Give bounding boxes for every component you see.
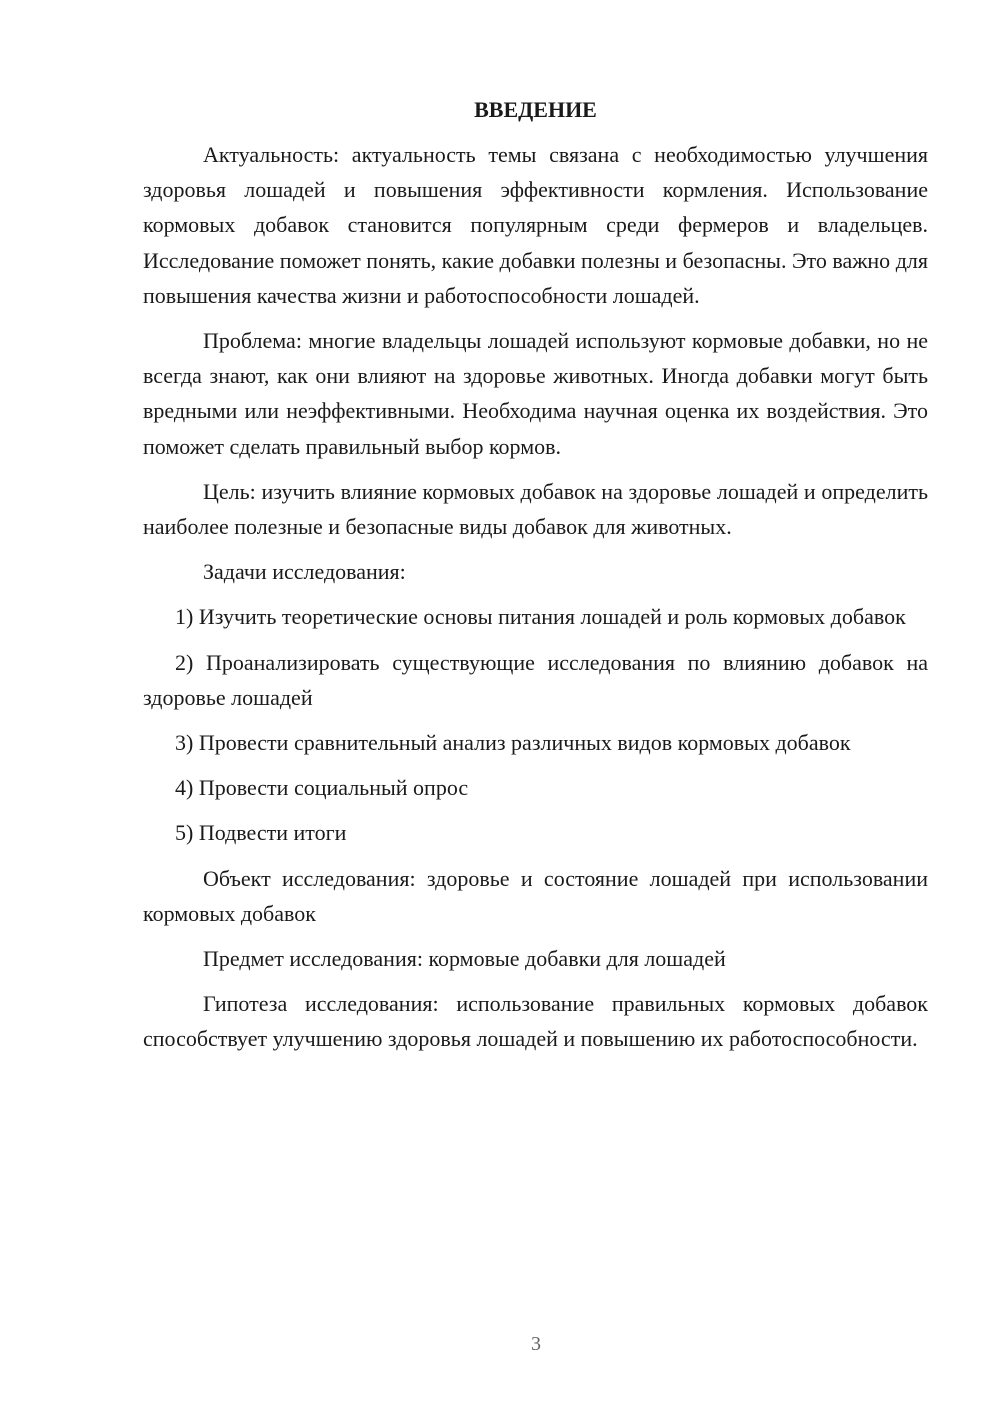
document-page <box>143 92 928 1067</box>
paragraph-relevance: Актуальность: актуальность темы связана с необходимостью улучшения здоровья лошадей и повышения эффективности кормления. Использование кормовых добавок становится популярным среди фермеров и владельцев. Исследование поможет понять, какие добавки полезны и безопасны. Это важно для повышения качества жизни и работоспособности лошадей. <box>143 142 928 308</box>
paragraph-goal: Цель: изучить влияние кормовых добавок на здоровье лошадей и определить наиболее полезные и безопасные виды добавок для животных. <box>143 478 928 540</box>
paragraph-subject: Предмет исследования: кормовые добавки для лошадей <box>203 946 726 972</box>
task-item-2: 2) Проанализировать существующие исследования по влиянию добавок на здоровье лошадей <box>143 649 928 710</box>
task-item-1: 1) Изучить теоретические основы питания лошадей и роль кормовых добавок <box>175 604 906 630</box>
page-number: 3 <box>531 1333 541 1355</box>
section-heading: ВВЕДЕНИЕ <box>474 97 597 122</box>
paragraph-problem: Проблема: многие владельцы лошадей используют кормовые добавки, но не всегда знают, как они влияют на здоровье животных. Иногда добавки могут быть вредными или неэффективными. Необходима научная оценка их воздействия. Это поможет сделать правильный выбор кормов. <box>143 328 928 459</box>
task-item-3: 3) Провести сравнительный анализ различных видов кормовых добавок <box>175 730 851 756</box>
paragraph-tasks-title: Задачи исследования: <box>203 559 406 585</box>
paragraph-object: Объект исследования: здоровье и состояние лошадей при использовании кормовых добавок <box>143 865 928 926</box>
task-item-4: 4) Провести социальный опрос <box>175 775 469 801</box>
paragraph-hypothesis: Гипотеза исследования: использование правильных кормовых добавок способствует улучшению здоровья лошадей и повышению их работоспособности. <box>143 991 928 1052</box>
task-item-5: 5) Подвести итоги <box>175 820 347 846</box>
